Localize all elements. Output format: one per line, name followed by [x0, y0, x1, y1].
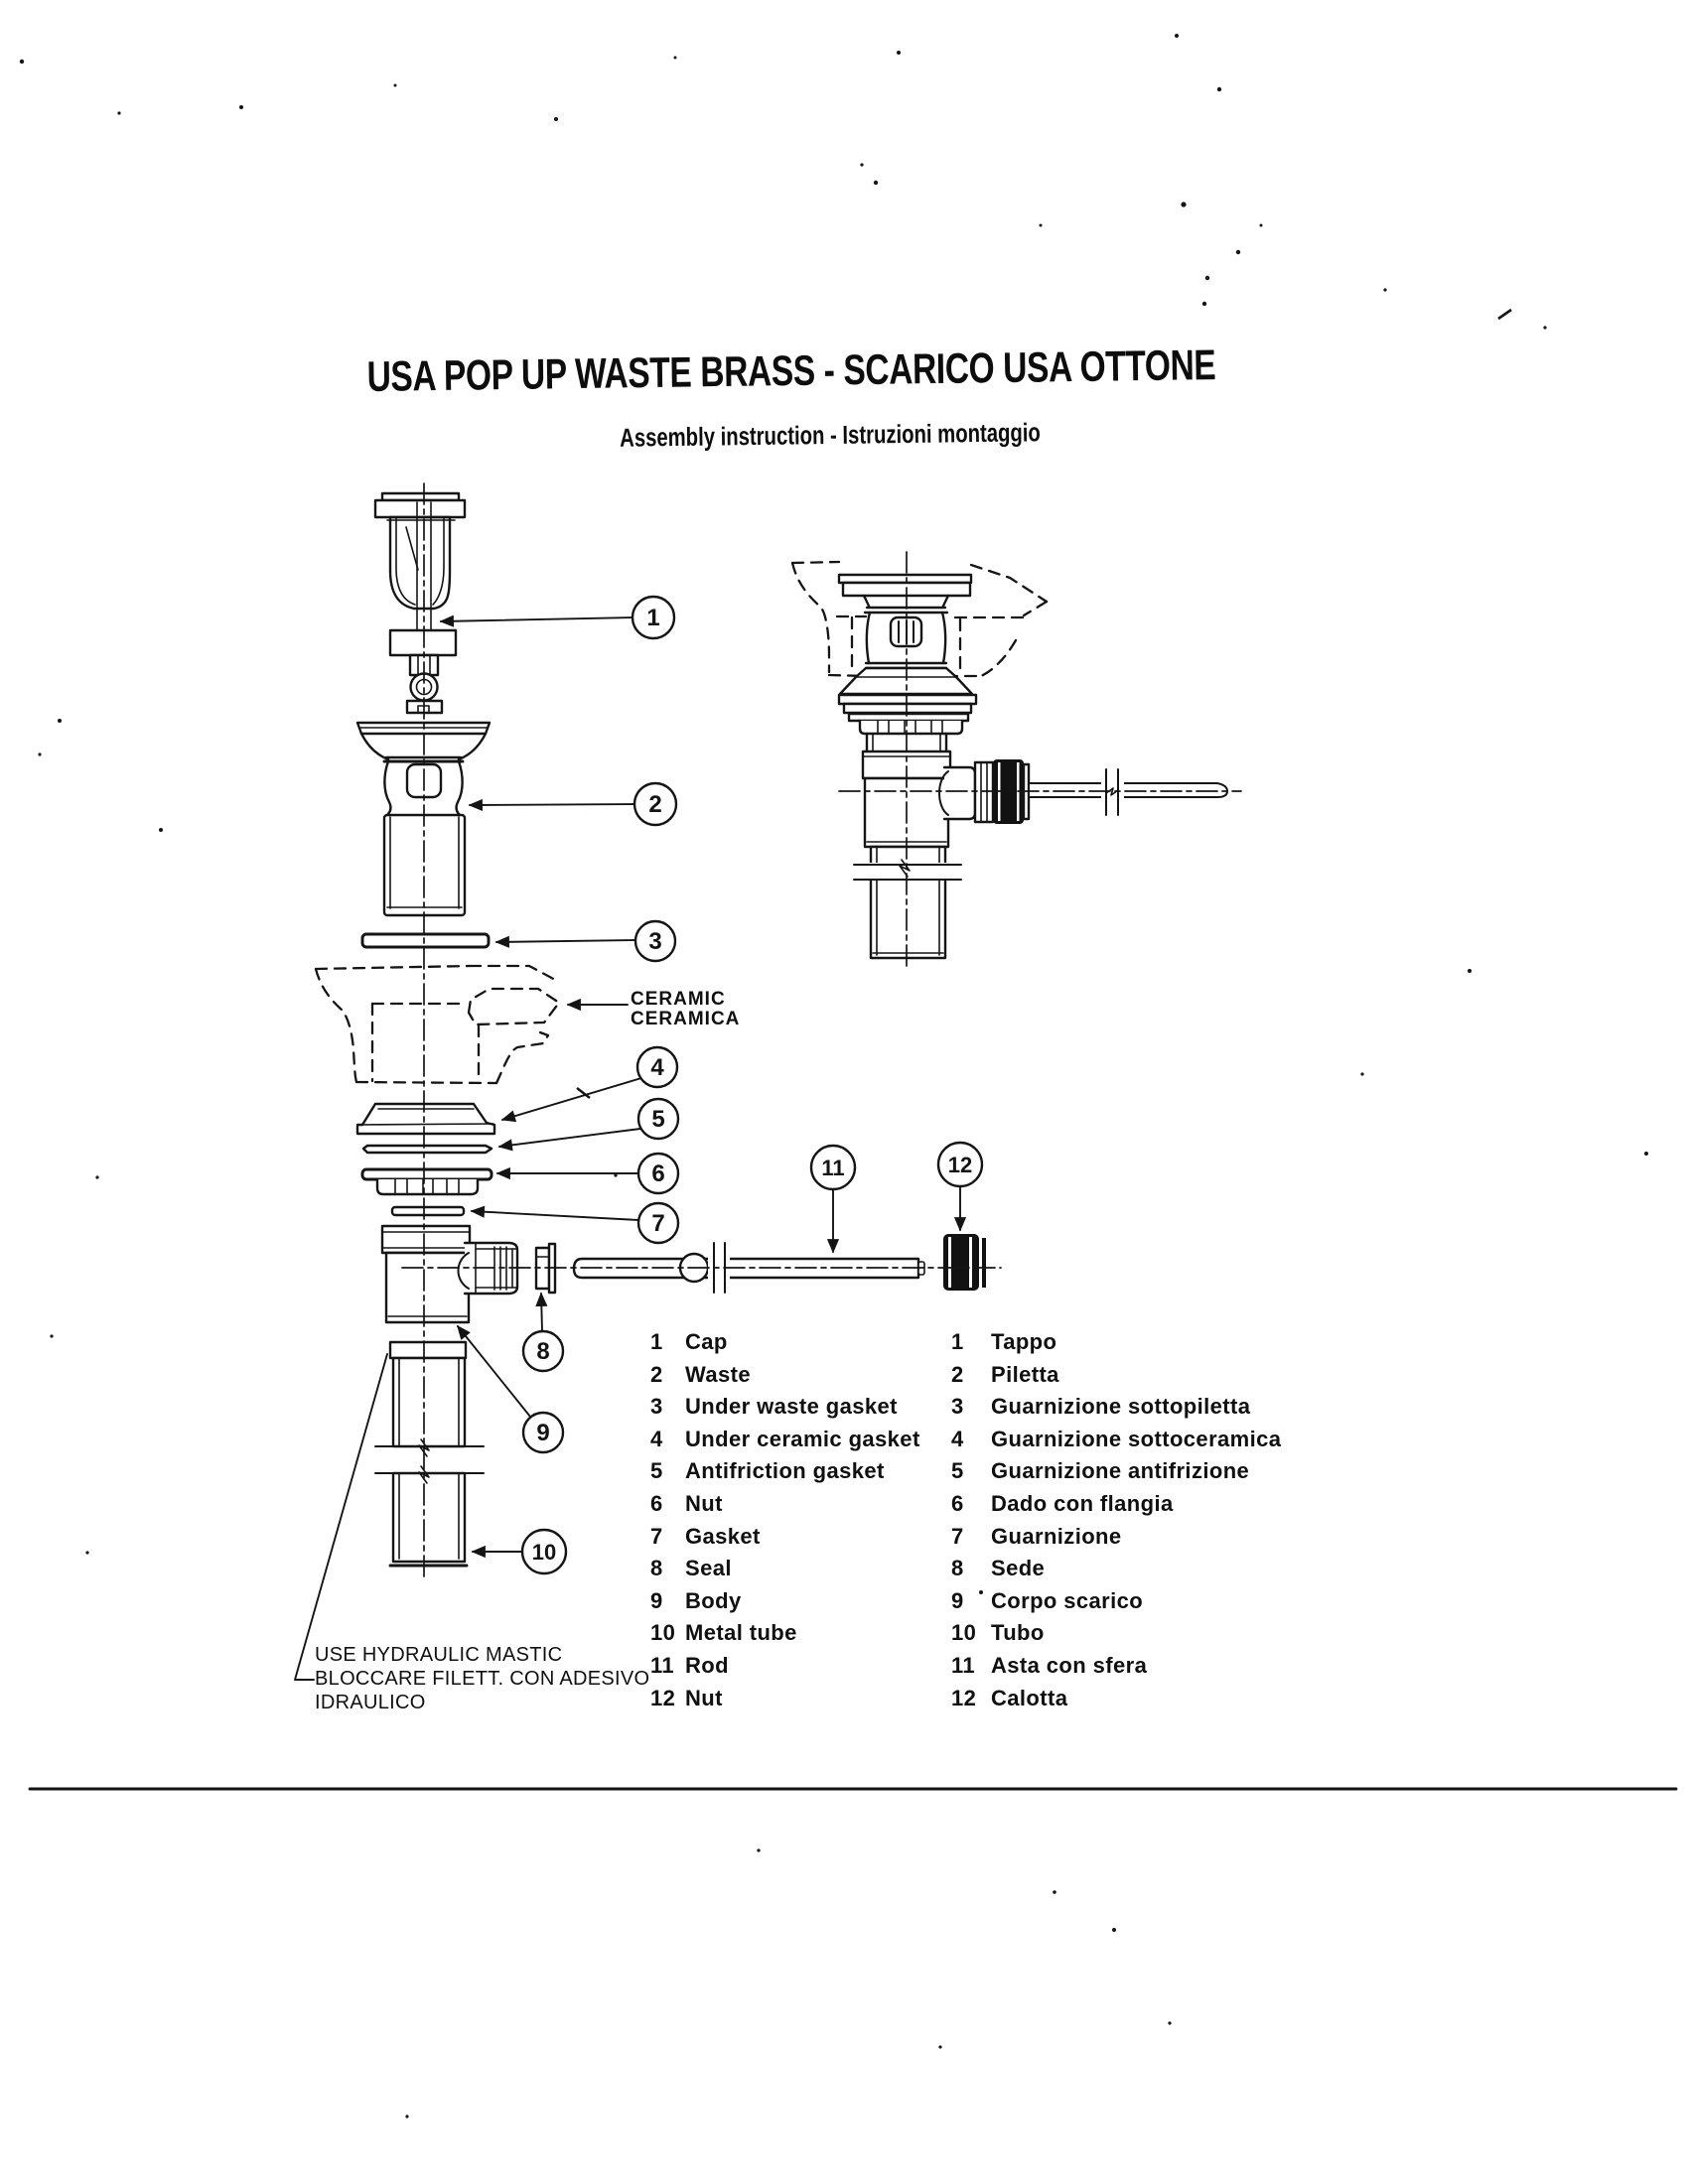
part-number: 5: [951, 1458, 964, 1484]
part-label: Tubo: [991, 1620, 1045, 1646]
parts-row: [951, 1391, 1281, 1424]
callout-5: [638, 1099, 678, 1139]
svg-text:6: 6: [651, 1160, 665, 1187]
callout-3: [635, 921, 675, 961]
svg-text:5: 5: [651, 1106, 665, 1133]
callout-6: [638, 1154, 678, 1193]
part-number: 6: [951, 1490, 964, 1516]
part-number: 11: [951, 1652, 976, 1678]
callout-12: [938, 1143, 982, 1186]
part-body: [382, 1226, 517, 1322]
part-rod-nut: [943, 1234, 986, 1291]
parts-row: [650, 1391, 920, 1424]
note-line-2: BLOCCARE FILETT. CON ADESIVO: [315, 1668, 650, 1690]
parts-row: [650, 1683, 920, 1715]
svg-text:12: 12: [947, 1153, 973, 1177]
part-number: 12: [650, 1685, 676, 1710]
part-label: Piletta: [991, 1361, 1059, 1387]
part-label: Under ceramic gasket: [685, 1426, 920, 1451]
svg-text:3: 3: [648, 928, 662, 955]
part-number: 12: [951, 1685, 977, 1710]
svg-text:9: 9: [536, 1420, 550, 1446]
part-number: 7: [951, 1523, 964, 1549]
part-number: 2: [650, 1361, 663, 1387]
parts-row: [951, 1650, 1281, 1683]
hydraulic-mastic-note: [315, 1643, 649, 1714]
part-number: 1: [951, 1329, 964, 1354]
ceramic-label-it: CERAMICA: [631, 1008, 741, 1029]
parts-row: [650, 1585, 920, 1618]
part-label: Metal tube: [685, 1620, 797, 1646]
part-label: Guarnizione: [991, 1523, 1122, 1549]
part-label: Nut: [685, 1685, 723, 1710]
callout-1: [633, 597, 674, 638]
parts-row: [650, 1488, 920, 1521]
part-label: Dado con flangia: [991, 1490, 1174, 1516]
parts-row: [650, 1424, 920, 1456]
parts-row: [650, 1455, 920, 1488]
part-under-ceramic-gasket: [357, 1104, 494, 1134]
svg-text:4: 4: [650, 1054, 664, 1081]
parts-row: [650, 1553, 920, 1585]
part-gasket: [392, 1207, 464, 1215]
parts-row: [951, 1521, 1281, 1554]
part-number: 1: [650, 1329, 663, 1354]
svg-text:8: 8: [536, 1338, 550, 1365]
parts-list-italian: [951, 1326, 1281, 1714]
part-label: Antifriction gasket: [685, 1458, 885, 1484]
parts-row: [951, 1455, 1281, 1488]
part-label: Corpo scarico: [991, 1587, 1144, 1613]
parts-row: [650, 1617, 920, 1650]
callout-9: [523, 1413, 563, 1452]
part-metal-tube: [375, 1342, 484, 1566]
ceramic-label: [631, 990, 740, 1028]
assembled-fixture: [839, 575, 1227, 958]
part-label: Guarnizione sottoceramica: [991, 1426, 1282, 1451]
part-label: Waste: [685, 1361, 751, 1387]
part-label: Guarnizione antifrizione: [991, 1458, 1250, 1484]
part-label: Asta con sfera: [991, 1652, 1148, 1678]
callout-8: [523, 1331, 563, 1371]
part-number: 5: [650, 1458, 663, 1484]
part-cap: [375, 493, 465, 713]
assembled-view: [792, 562, 1227, 958]
part-label: Rod: [685, 1652, 729, 1678]
part-label: Tappo: [991, 1329, 1057, 1354]
svg-text:10: 10: [531, 1540, 557, 1565]
part-number: 10: [650, 1620, 676, 1646]
svg-text:7: 7: [651, 1210, 665, 1237]
part-number: 4: [650, 1426, 663, 1451]
note-line-1: USE HYDRAULIC MASTIC: [315, 1644, 563, 1666]
parts-row: [951, 1359, 1281, 1392]
svg-text:1: 1: [646, 605, 660, 631]
parts-row: [650, 1650, 920, 1683]
parts-row: [951, 1424, 1281, 1456]
part-antifriction-gasket: [363, 1146, 492, 1153]
callout-4: [637, 1047, 677, 1087]
part-label: Sede: [991, 1556, 1046, 1581]
part-label: Guarnizione sottopiletta: [991, 1394, 1251, 1420]
part-label: Body: [685, 1587, 742, 1613]
page-subtitle: Assembly instruction - Istruzioni montaggio: [619, 417, 1042, 453]
svg-text:2: 2: [648, 791, 662, 818]
parts-row: [951, 1326, 1281, 1359]
parts-row: [650, 1359, 920, 1392]
part-number: 2: [951, 1361, 964, 1387]
svg-text:11: 11: [821, 1156, 845, 1180]
part-number: 8: [650, 1556, 663, 1581]
ceramic-label-en: CERAMIC: [631, 989, 726, 1010]
part-number: 9: [650, 1587, 663, 1613]
part-number: 9: [951, 1587, 964, 1613]
part-number: 7: [650, 1523, 663, 1549]
parts-row: [951, 1585, 1281, 1618]
parts-row: [650, 1326, 920, 1359]
callout-11: [811, 1146, 855, 1189]
part-label: Seal: [685, 1556, 732, 1581]
part-label: Gasket: [685, 1523, 761, 1549]
page-title: USA POP UP WASTE BRASS - SCARICO USA OTTONE: [366, 341, 1216, 401]
part-number: 6: [650, 1490, 663, 1516]
callout-10: [522, 1530, 566, 1573]
part-under-waste-gasket: [362, 934, 489, 947]
part-number: 3: [650, 1394, 663, 1420]
parts-row: [951, 1683, 1281, 1715]
part-number: 10: [951, 1620, 977, 1646]
parts-row: [951, 1488, 1281, 1521]
note-line-3: IDRAULICO: [315, 1692, 426, 1713]
part-label: Cap: [685, 1329, 728, 1354]
part-nut-flange: [362, 1169, 492, 1194]
part-label: Nut: [685, 1490, 723, 1516]
parts-row: [951, 1553, 1281, 1585]
callout-7: [638, 1203, 678, 1243]
part-number: 4: [951, 1426, 964, 1451]
note-leader-line: [295, 1354, 387, 1680]
parts-row: [650, 1521, 920, 1554]
part-number: 8: [951, 1556, 964, 1581]
parts-list-english: [650, 1326, 920, 1714]
ceramic-section-outline: [316, 966, 559, 1083]
part-number: 3: [951, 1394, 964, 1420]
part-label: Under waste gasket: [685, 1394, 898, 1420]
part-label: Calotta: [991, 1685, 1068, 1710]
parts-row: [951, 1617, 1281, 1650]
part-number: 11: [650, 1652, 675, 1678]
callout-2: [634, 783, 676, 825]
